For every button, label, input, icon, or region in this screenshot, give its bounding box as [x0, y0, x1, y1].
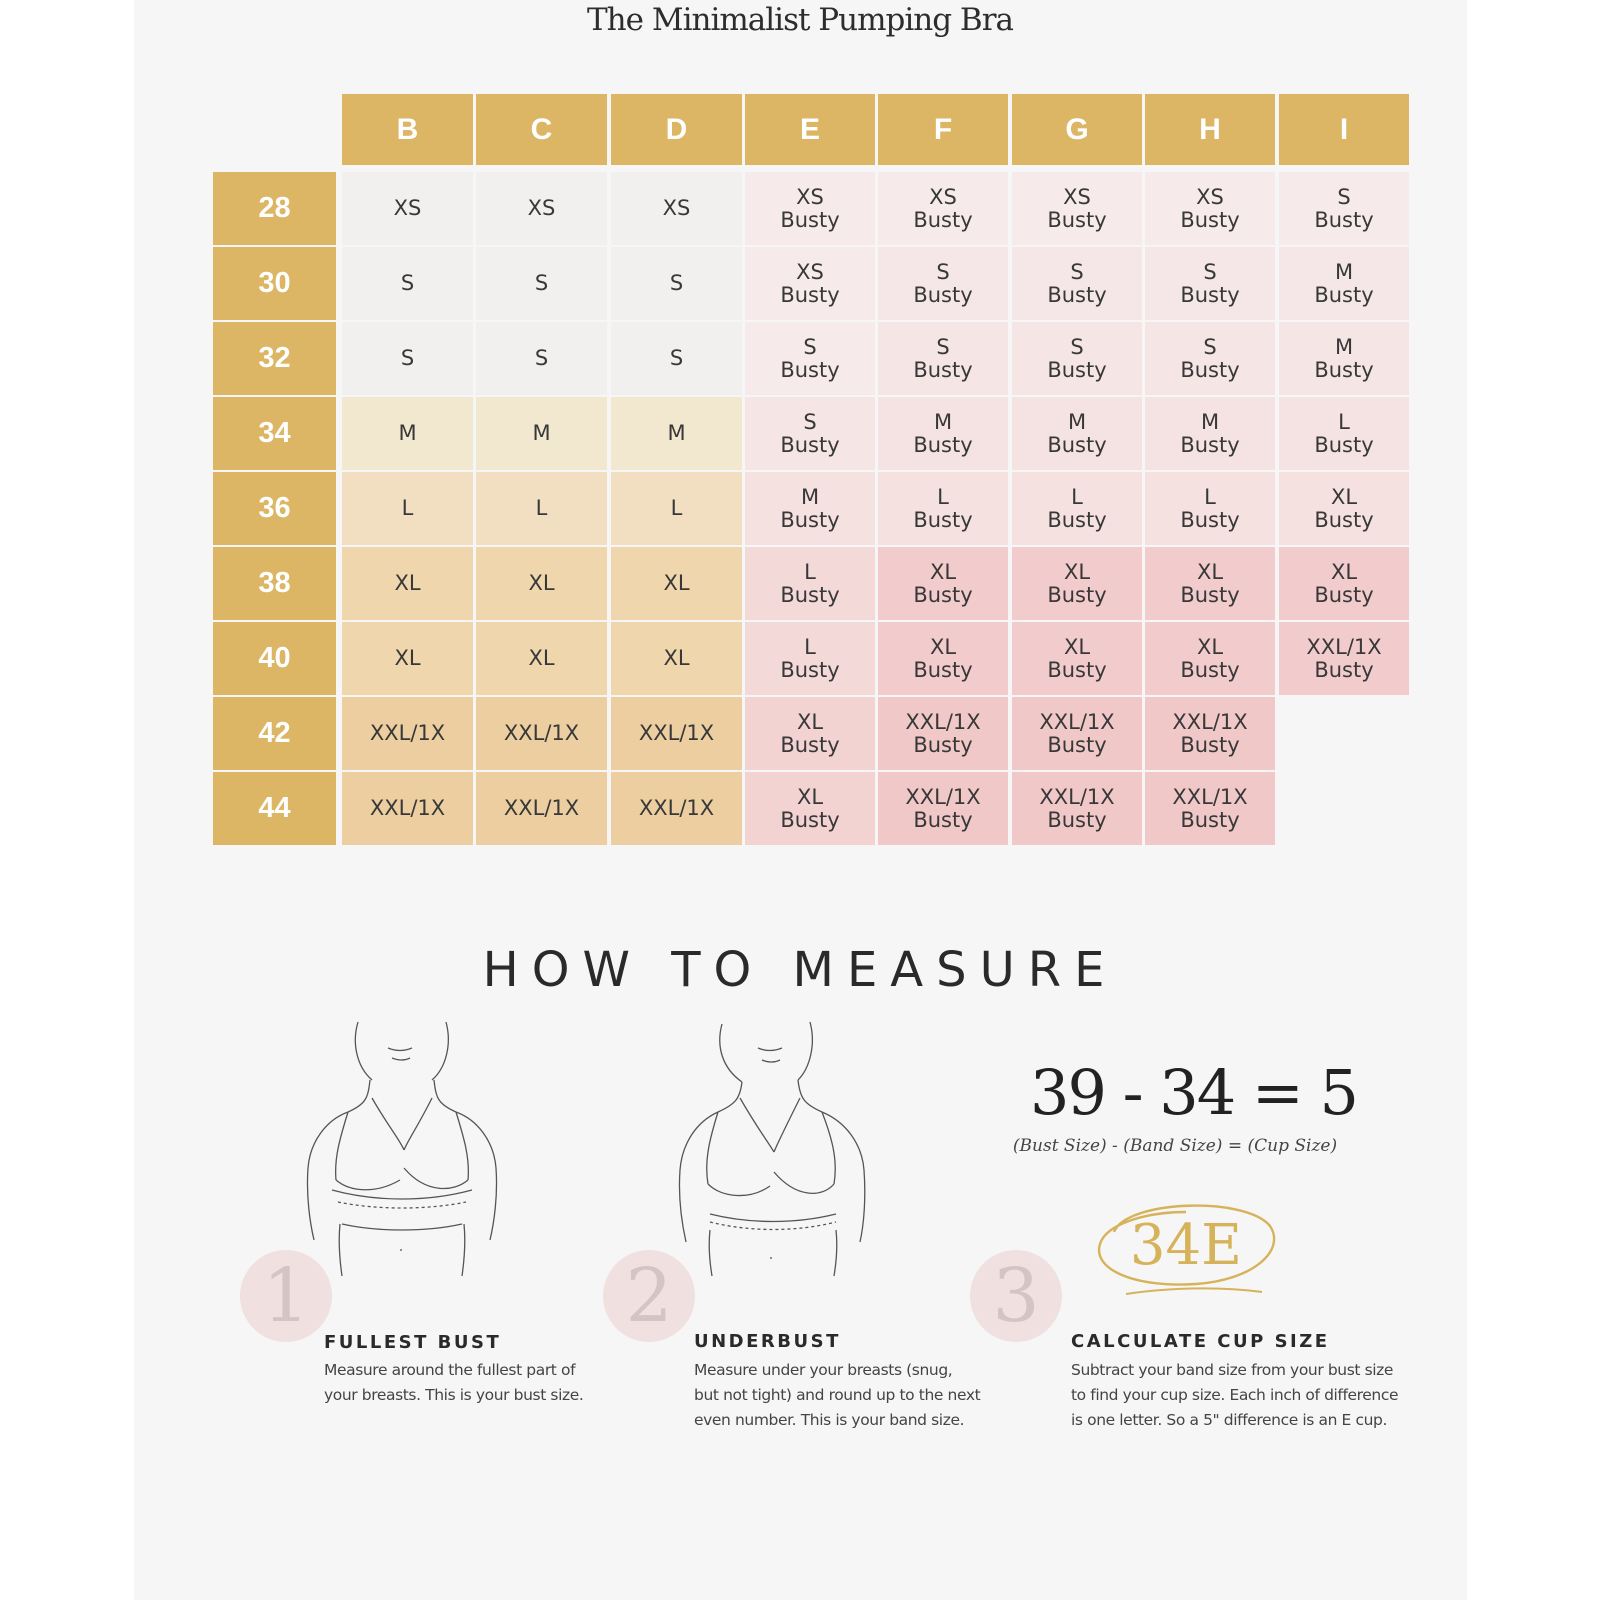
- step-1-title: FULLEST BUST: [324, 1332, 502, 1353]
- size-cell-28c: [476, 172, 607, 245]
- size-label: L: [1338, 409, 1350, 434]
- fit-label: Busty: [913, 282, 973, 307]
- size-cell-34h: [1145, 397, 1275, 470]
- size-label: XS: [796, 259, 824, 284]
- size-cell-32i: [1279, 322, 1409, 395]
- size-label: M: [1200, 409, 1220, 434]
- size-cell-28g: [1012, 172, 1142, 245]
- underbust-illustration: [670, 1018, 885, 1280]
- fit-label: Busty: [1047, 207, 1107, 232]
- size-label: XXL/1X: [1306, 634, 1382, 659]
- size-label: XXL/1X: [1172, 709, 1248, 734]
- size-cell-28h: [1145, 172, 1275, 245]
- size-cell-38h: [1145, 547, 1275, 620]
- size-cell-30f: [878, 247, 1008, 320]
- size-cell-44f: [878, 772, 1008, 845]
- cup-header-e: E: [745, 94, 875, 165]
- size-cell-30h: [1145, 247, 1275, 320]
- size-cell-40h: [1145, 622, 1275, 695]
- step-text-line: Measure under your breasts (snug,: [694, 1361, 953, 1379]
- size-cell-36i: [1279, 472, 1409, 545]
- size-cell-34f: [878, 397, 1008, 470]
- size-cell-34e: [745, 397, 875, 470]
- size-label: XS: [1196, 184, 1224, 209]
- size-label: XXL/1X: [369, 721, 446, 745]
- fit-label: Busty: [1314, 432, 1374, 457]
- size-label: XL: [663, 646, 690, 670]
- size-label: S: [669, 346, 684, 370]
- fit-label: Busty: [780, 732, 840, 757]
- fit-label: Busty: [1047, 357, 1107, 382]
- size-label: XL: [929, 634, 957, 659]
- size-label: XS: [393, 196, 422, 220]
- step-text-line: Subtract your band size from your bust size: [1071, 1361, 1394, 1379]
- fit-label: Busty: [780, 507, 840, 532]
- band-header-40: 40: [213, 622, 336, 695]
- size-label: S: [669, 271, 684, 295]
- band-header-30: 30: [213, 247, 336, 320]
- cup-header-f: F: [878, 94, 1008, 165]
- size-cell-42f: [878, 697, 1008, 770]
- size-cell-36f: [878, 472, 1008, 545]
- size-label: L: [1071, 484, 1083, 509]
- size-cell-28e: [745, 172, 875, 245]
- size-label: S: [534, 346, 549, 370]
- size-cell-40b: [342, 622, 473, 695]
- example-size-badge: [1086, 1192, 1286, 1304]
- size-label: XL: [394, 646, 421, 670]
- size-label: XL: [1196, 559, 1224, 584]
- step-text-line: your breasts. This is your bust size.: [324, 1386, 584, 1404]
- size-cell-44d: [611, 772, 742, 845]
- size-cell-36g: [1012, 472, 1142, 545]
- size-label: S: [803, 409, 817, 434]
- size-cell-42c: [476, 697, 607, 770]
- size-label: S: [1337, 184, 1351, 209]
- step-text-line: is one letter. So a 5" difference is an E cup.: [1071, 1411, 1387, 1429]
- cup-header-b: B: [342, 94, 473, 165]
- fit-label: Busty: [780, 282, 840, 307]
- size-label: XL: [796, 709, 824, 734]
- size-cell-40c: [476, 622, 607, 695]
- size-cell-30d: [611, 247, 742, 320]
- fit-label: Busty: [1180, 432, 1240, 457]
- size-label: XS: [527, 196, 556, 220]
- size-cell-28b: [342, 172, 473, 245]
- size-label: M: [667, 421, 686, 445]
- size-label: XXL/1X: [1172, 784, 1248, 809]
- band-header-32: 32: [213, 322, 336, 395]
- size-cell-44g: [1012, 772, 1142, 845]
- size-label: L: [1204, 484, 1216, 509]
- fit-label: Busty: [913, 582, 973, 607]
- cup-size-equation: 39 - 34 = 5: [1030, 1056, 1357, 1129]
- size-cell-38i: [1279, 547, 1409, 620]
- step-text-line: Measure around the fullest part of: [324, 1361, 576, 1379]
- fit-label: Busty: [913, 432, 973, 457]
- fit-label: Busty: [780, 657, 840, 682]
- example-size-text: 34E: [1129, 1213, 1243, 1278]
- step-text-line: but not tight) and round up to the next: [694, 1386, 981, 1404]
- size-label: S: [936, 334, 950, 359]
- size-label: S: [1070, 259, 1084, 284]
- size-label: XXL/1X: [638, 796, 715, 820]
- band-header-34: 34: [213, 397, 336, 470]
- size-cell-44h: [1145, 772, 1275, 845]
- step-2-number: 2: [603, 1250, 695, 1342]
- size-cell-34d: [611, 397, 742, 470]
- step-3-number: 3: [970, 1250, 1062, 1342]
- fit-label: Busty: [913, 357, 973, 382]
- fit-label: Busty: [1180, 732, 1240, 757]
- size-cell-34g: [1012, 397, 1142, 470]
- size-label: L: [670, 496, 683, 520]
- size-cell-32d: [611, 322, 742, 395]
- size-cell-42b: [342, 697, 473, 770]
- size-cell-44c: [476, 772, 607, 845]
- fit-label: Busty: [913, 207, 973, 232]
- fit-label: Busty: [1314, 207, 1374, 232]
- size-label: S: [803, 334, 817, 359]
- fit-label: Busty: [1314, 357, 1374, 382]
- size-cell-34i: [1279, 397, 1409, 470]
- size-cell-40e: [745, 622, 875, 695]
- size-label: XS: [796, 184, 824, 209]
- size-label: XS: [662, 196, 691, 220]
- size-cell-32e: [745, 322, 875, 395]
- size-label: XL: [1196, 634, 1224, 659]
- fit-label: Busty: [913, 807, 973, 832]
- size-cell-40i: [1279, 622, 1409, 695]
- size-cell-30g: [1012, 247, 1142, 320]
- page-title: The Minimalist Pumping Bra: [586, 2, 1014, 38]
- fit-label: Busty: [780, 207, 840, 232]
- fit-label: Busty: [1314, 582, 1374, 607]
- size-label: L: [401, 496, 414, 520]
- size-cell-36e: [745, 472, 875, 545]
- band-header-36: 36: [213, 472, 336, 545]
- size-label: XL: [663, 571, 690, 595]
- size-cell-38b: [342, 547, 473, 620]
- step-1-text: [324, 1358, 583, 1408]
- size-cell-38c: [476, 547, 607, 620]
- size-label: M: [532, 421, 551, 445]
- size-label: XXL/1X: [1039, 784, 1115, 809]
- fit-label: Busty: [913, 507, 973, 532]
- fit-label: Busty: [1180, 207, 1240, 232]
- size-label: XS: [1063, 184, 1091, 209]
- size-cell-40f: [878, 622, 1008, 695]
- size-cell-42g: [1012, 697, 1142, 770]
- size-cell-28d: [611, 172, 742, 245]
- fit-label: Busty: [913, 657, 973, 682]
- size-cell-32f: [878, 322, 1008, 395]
- size-cell-44b: [342, 772, 473, 845]
- size-cell-28i: [1279, 172, 1409, 245]
- size-label: XXL/1X: [905, 784, 981, 809]
- size-label: M: [800, 484, 820, 509]
- size-label: XL: [1063, 634, 1091, 659]
- cup-header-i: I: [1279, 94, 1409, 165]
- fit-label: Busty: [913, 732, 973, 757]
- fit-label: Busty: [1047, 657, 1107, 682]
- size-cell-30e: [745, 247, 875, 320]
- size-label: S: [400, 346, 415, 370]
- size-cell-40g: [1012, 622, 1142, 695]
- size-cell-40d: [611, 622, 742, 695]
- size-label: XXL/1X: [369, 796, 446, 820]
- cup-header-c: C: [476, 94, 607, 165]
- size-label: XXL/1X: [905, 709, 981, 734]
- size-label: M: [933, 409, 953, 434]
- size-cell-38f: [878, 547, 1008, 620]
- size-cell-36d: [611, 472, 742, 545]
- size-label: XL: [1330, 484, 1358, 509]
- fit-label: Busty: [780, 432, 840, 457]
- cup-header-d: D: [611, 94, 742, 165]
- size-label: L: [804, 634, 816, 659]
- size-cell-38e: [745, 547, 875, 620]
- size-cell-28f: [878, 172, 1008, 245]
- size-label: XL: [1063, 559, 1091, 584]
- size-label: S: [936, 259, 950, 284]
- size-label: S: [1203, 259, 1217, 284]
- size-cell-44e: [745, 772, 875, 845]
- size-label: M: [1334, 334, 1354, 359]
- size-cell-32g: [1012, 322, 1142, 395]
- size-cell-32h: [1145, 322, 1275, 395]
- size-label: XL: [394, 571, 421, 595]
- size-label: S: [400, 271, 415, 295]
- fit-label: Busty: [1180, 357, 1240, 382]
- step-3-title: CALCULATE CUP SIZE: [1071, 1331, 1330, 1352]
- step-2-title: UNDERBUST: [694, 1331, 841, 1352]
- size-cell-34c: [476, 397, 607, 470]
- size-label: S: [1203, 334, 1217, 359]
- size-cell-36h: [1145, 472, 1275, 545]
- fit-label: Busty: [1180, 507, 1240, 532]
- fit-label: Busty: [1180, 807, 1240, 832]
- size-label: XL: [1330, 559, 1358, 584]
- size-cell-30i: [1279, 247, 1409, 320]
- fit-label: Busty: [1047, 507, 1107, 532]
- size-label: XXL/1X: [503, 721, 580, 745]
- cup-header-g: G: [1012, 94, 1142, 165]
- how-to-measure-heading: HOW TO MEASURE: [482, 942, 1118, 998]
- fit-label: Busty: [1314, 657, 1374, 682]
- size-cell-38g: [1012, 547, 1142, 620]
- size-label: XL: [528, 571, 555, 595]
- size-cell-38d: [611, 547, 742, 620]
- size-cell-32c: [476, 322, 607, 395]
- fit-label: Busty: [1180, 582, 1240, 607]
- band-header-44: 44: [213, 772, 336, 845]
- size-label: M: [398, 421, 417, 445]
- fullest-bust-illustration: [296, 1018, 511, 1280]
- step-text-line: to find your cup size. Each inch of difference: [1071, 1386, 1399, 1404]
- fit-label: Busty: [1314, 282, 1374, 307]
- band-header-42: 42: [213, 697, 336, 770]
- step-2-text: [694, 1358, 980, 1433]
- fit-label: Busty: [1047, 582, 1107, 607]
- size-label: L: [937, 484, 949, 509]
- size-cell-34b: [342, 397, 473, 470]
- size-label: M: [1067, 409, 1087, 434]
- size-label: XL: [796, 784, 824, 809]
- size-label: XL: [528, 646, 555, 670]
- fit-label: Busty: [1314, 507, 1374, 532]
- size-label: XXL/1X: [638, 721, 715, 745]
- size-cell-42d: [611, 697, 742, 770]
- step-text-line: even number. This is your band size.: [694, 1411, 965, 1429]
- fit-label: Busty: [1180, 657, 1240, 682]
- size-label: S: [534, 271, 549, 295]
- fit-label: Busty: [1047, 282, 1107, 307]
- size-label: XXL/1X: [1039, 709, 1115, 734]
- size-cell-42e: [745, 697, 875, 770]
- step-3-text: [1071, 1358, 1398, 1433]
- fit-label: Busty: [780, 357, 840, 382]
- band-header-28: 28: [213, 172, 336, 245]
- equation-labels: (Bust Size) - (Band Size) = (Cup Size): [1012, 1136, 1338, 1156]
- size-label: XL: [929, 559, 957, 584]
- size-label: XS: [929, 184, 957, 209]
- size-label: XXL/1X: [503, 796, 580, 820]
- size-label: S: [1070, 334, 1084, 359]
- size-label: L: [535, 496, 548, 520]
- cup-header-h: H: [1145, 94, 1275, 165]
- step-1-number: 1: [240, 1250, 332, 1342]
- size-label: L: [804, 559, 816, 584]
- fit-label: Busty: [780, 582, 840, 607]
- fit-label: Busty: [1047, 732, 1107, 757]
- size-cell-36b: [342, 472, 473, 545]
- size-cell-42h: [1145, 697, 1275, 770]
- fit-label: Busty: [1047, 432, 1107, 457]
- fit-label: Busty: [780, 807, 840, 832]
- fit-label: Busty: [1180, 282, 1240, 307]
- size-cell-30b: [342, 247, 473, 320]
- size-label: M: [1334, 259, 1354, 284]
- size-cell-32b: [342, 322, 473, 395]
- size-cell-30c: [476, 247, 607, 320]
- band-header-38: 38: [213, 547, 336, 620]
- fit-label: Busty: [1047, 807, 1107, 832]
- size-cell-36c: [476, 472, 607, 545]
